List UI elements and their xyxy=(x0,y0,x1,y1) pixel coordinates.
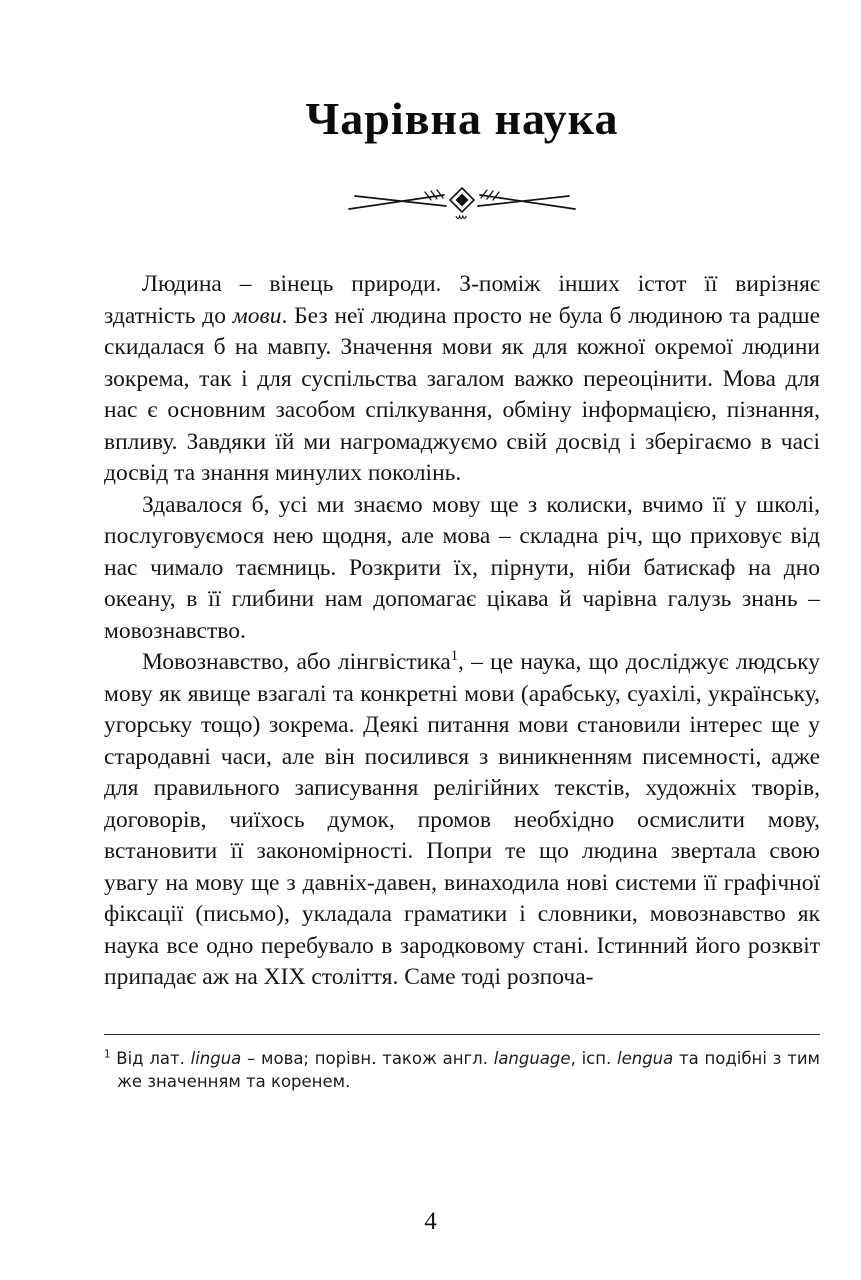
footnote-reference-marker: 1 xyxy=(450,648,459,665)
text-segment-italic: lengua xyxy=(617,1048,674,1068)
text-segment: Мовознавство, або лінгвістика xyxy=(142,649,451,675)
text-segment-italic: lingua xyxy=(190,1048,242,1068)
text-segment: , ісп. xyxy=(570,1048,618,1068)
paragraph-3 xyxy=(104,647,820,994)
text-segment: , – це наука, що досліджує людську мову як явище взагалі та конкретні мови (арабську, суахілі, українську, угорську тощо) зокрема. Деякі питання мови становили інтерес ще у стародавні часи, але він посилився з виникненням писемності, адже для правильного записування релігійних текстів, художніх творів, договорів, чиїхось думок, промов необхідно осмислити мову, встановити її закономірності. Попри те що людина звертала свою увагу на мову ще з давніх-давен, винаходила нові системи її графічної фіксації (письмо), укладала граматики і словники, мовознавство як наука все одно перебувало в зародковому стані. Істинний його розквіт припадає аж на XIX століття. Саме тоді розпоча- xyxy=(104,649,820,990)
text-segment: . Без неї людина просто не була б людиною та радше скидалася б на мавпу. Значення мови як для кожної окремої людини зокрема, так і для суспільства загалом важко переоцінити. Мова для нас є основним засобом спілкування, обміну інформацією, пізнання, впливу. Завдяки їй ми нагромаджуємо свій досвід і зберігаємо в часі досвід та знання минулих поколінь. xyxy=(104,302,820,486)
text-segment: Від лат. xyxy=(110,1048,191,1068)
footnote-marker: 1 xyxy=(104,1049,111,1060)
text-segment: Здавалося б, усі ми знаємо мову ще з колиски, вчимо її у школі, послуговуємося нею щодня, але мова – складна річ, що приховує від нас чимало таємниць. Розкрити їх, пірнути, ніби батискаф на дно океану, в її глибини нам допомагає цікава й чарівна галузь знань – мовознавство. xyxy=(104,491,820,644)
paragraph-2 xyxy=(104,490,820,648)
page-title: Чарівна наука xyxy=(305,93,619,144)
body-text xyxy=(104,269,820,994)
text-segment: та подібні з тим же значенням та коренем. xyxy=(117,1048,820,1091)
text-column xyxy=(104,0,820,1094)
ornament-divider xyxy=(347,183,577,227)
text-segment-italic: language xyxy=(493,1048,571,1068)
text-segment: – мова; порівн. також англ. xyxy=(241,1048,494,1068)
footnote xyxy=(104,1047,820,1094)
footnote-divider xyxy=(104,1034,820,1035)
page-number: 4 xyxy=(424,1208,437,1235)
paragraph-1 xyxy=(104,269,820,490)
text-segment: Людина – вінець природи. З-поміж інших істот її вирізняє здатність до xyxy=(104,271,820,329)
text-segment-italic: мови xyxy=(232,302,282,329)
